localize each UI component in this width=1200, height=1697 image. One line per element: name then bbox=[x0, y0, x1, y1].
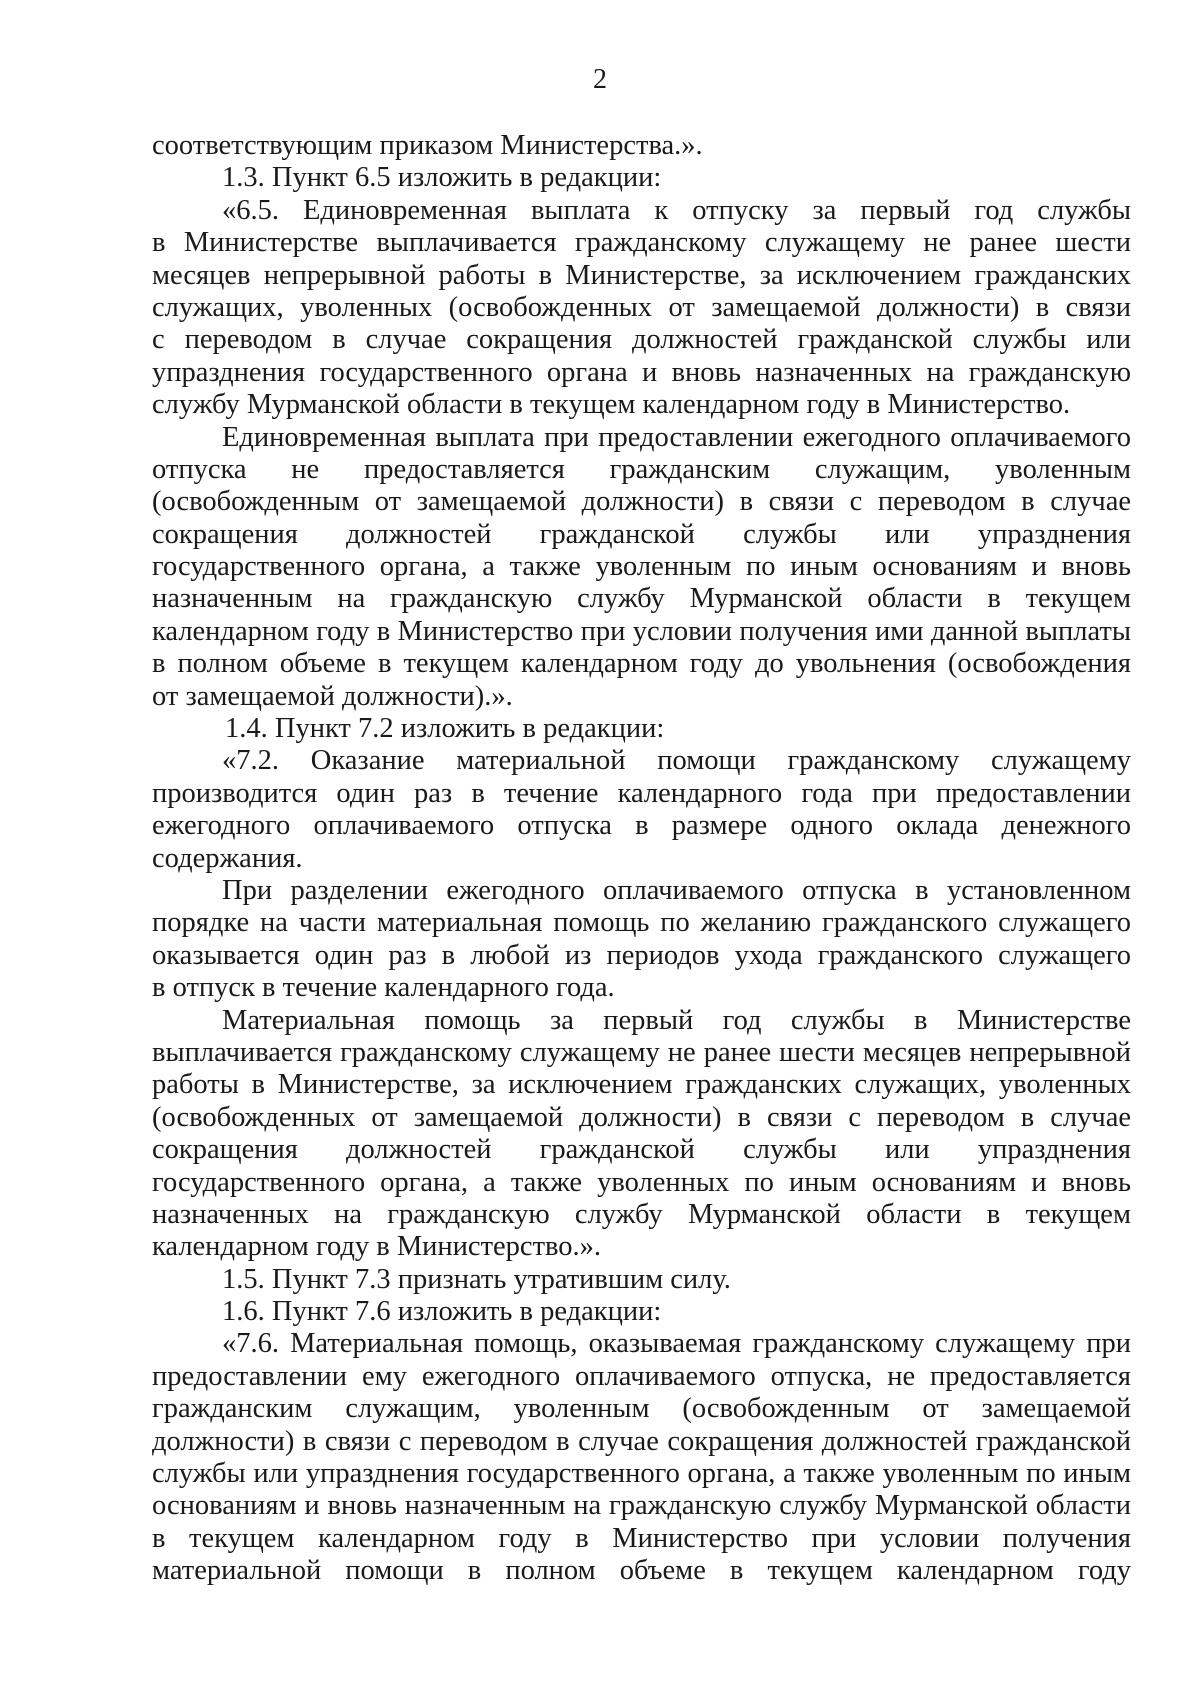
text-line: должности) в связи с переводом в случае сокращения должностей гражданской bbox=[152, 1425, 1131, 1457]
text-line: Единовременная выплата при предоставлении ежегодного оплачиваемого bbox=[222, 421, 1131, 453]
text-line: службы или упразднения государственного органа, а также уволенным по иным bbox=[152, 1458, 1131, 1490]
text-line: в текущем календарном году в Министерство при условии получения bbox=[152, 1522, 1131, 1554]
text-line: (освобожденных от замещаемой должности) в связи с переводом в случае bbox=[152, 1101, 1131, 1133]
text-line: в отпуск в течение календарного года. bbox=[152, 972, 615, 1004]
text-line: «6.5. Единовременная выплата к отпуску за первый год службы bbox=[222, 194, 1131, 226]
text-line: службу Мурманской области в текущем календарном году в Министерство. bbox=[152, 389, 1071, 421]
text-line: производится один раз в течение календарного года при предоставлении bbox=[152, 777, 1131, 809]
text-line: материальной помощи в полном объеме в текущем календарном году bbox=[152, 1555, 1131, 1587]
text-line: работы в Министерстве, за исключением гражданских служащих, уволенных bbox=[152, 1069, 1131, 1101]
text-line: ежегодного оплачиваемого отпуска в размере одного оклада денежного bbox=[152, 810, 1131, 842]
text-line: сокращения должностей гражданской службы или упразднения bbox=[152, 518, 1131, 550]
text-line: 1.6. Пункт 7.6 изложить в редакции: bbox=[222, 1296, 662, 1328]
text-line: основаниям и вновь назначенным на гражданскую службу Мурманской области bbox=[152, 1490, 1131, 1522]
text-line: назначенным на гражданскую службу Мурманской области в текущем bbox=[152, 583, 1131, 615]
text-line: «7.6. Материальная помощь, оказываемая гражданскому служащему при bbox=[222, 1328, 1131, 1360]
text-line: назначенных на гражданскую службу Мурманской области в текущем bbox=[152, 1198, 1131, 1230]
text-line: календарном году в Министерство при условии получения ими данной выплаты bbox=[152, 615, 1131, 647]
text-line: 1.5. Пункт 7.3 признать утратившим силу. bbox=[222, 1263, 731, 1295]
text-line: порядке на части материальная помощь по желанию гражданского служащего bbox=[152, 907, 1131, 939]
text-line: с переводом в случае сокращения должностей гражданской службы или bbox=[152, 324, 1131, 356]
text-line: оказывается один раз в любой из периодов ухода гражданского служащего bbox=[152, 939, 1131, 971]
text-line: содержания. bbox=[152, 842, 303, 874]
text-line: Материальная помощь за первый год службы в Министерстве bbox=[222, 1004, 1131, 1036]
text-line: в полном объеме в текущем календарном году до увольнения (освобождения bbox=[152, 648, 1131, 680]
text-line: При разделении ежегодного оплачиваемого отпуска в установленном bbox=[222, 874, 1131, 906]
text-line: в Министерстве выплачивается гражданскому служащему не ранее шести bbox=[152, 227, 1131, 259]
text-line: государственного органа, а также уволенным по иным основаниям и вновь bbox=[152, 551, 1131, 583]
text-line: месяцев непрерывной работы в Министерстве, за исключением гражданских bbox=[152, 259, 1131, 291]
text-line: предоставлении ему ежегодного оплачиваемого отпуска, не предоставляется bbox=[152, 1360, 1131, 1392]
text-line: от замещаемой должности).». bbox=[152, 680, 513, 712]
text-line: упразднения государственного органа и вновь назначенных на гражданскую bbox=[152, 356, 1131, 388]
text-line: 1.4. Пункт 7.2 изложить в редакции: bbox=[225, 713, 665, 745]
text-line: отпуска не предоставляется гражданским служащим, уволенным bbox=[152, 453, 1131, 485]
text-line: гражданским служащим, уволенным (освобожденным от замещаемой bbox=[152, 1393, 1131, 1425]
text-line: соответствующим приказом Министерства.». bbox=[152, 130, 703, 161]
text-line: выплачивается гражданскому служащему не ранее шести месяцев непрерывной bbox=[152, 1036, 1131, 1068]
text-line: государственного органа, а также уволенных по иным основаниям и вновь bbox=[152, 1166, 1131, 1198]
text-line: сокращения должностей гражданской службы или упразднения bbox=[152, 1134, 1131, 1166]
text-line: служащих, уволенных (освобожденных от замещаемой должности) в связи bbox=[152, 291, 1131, 323]
text-line: (освобожденным от замещаемой должности) в связи с переводом в случае bbox=[152, 486, 1131, 518]
text-line: «7.2. Оказание материальной помощи гражданскому служащему bbox=[222, 745, 1131, 777]
text-line: календарном году в Министерство.». bbox=[152, 1231, 602, 1263]
page-number: 2 bbox=[593, 64, 607, 95]
text-line: 1.3. Пункт 6.5 изложить в редакции: bbox=[222, 162, 662, 194]
document-body bbox=[152, 130, 1131, 1588]
